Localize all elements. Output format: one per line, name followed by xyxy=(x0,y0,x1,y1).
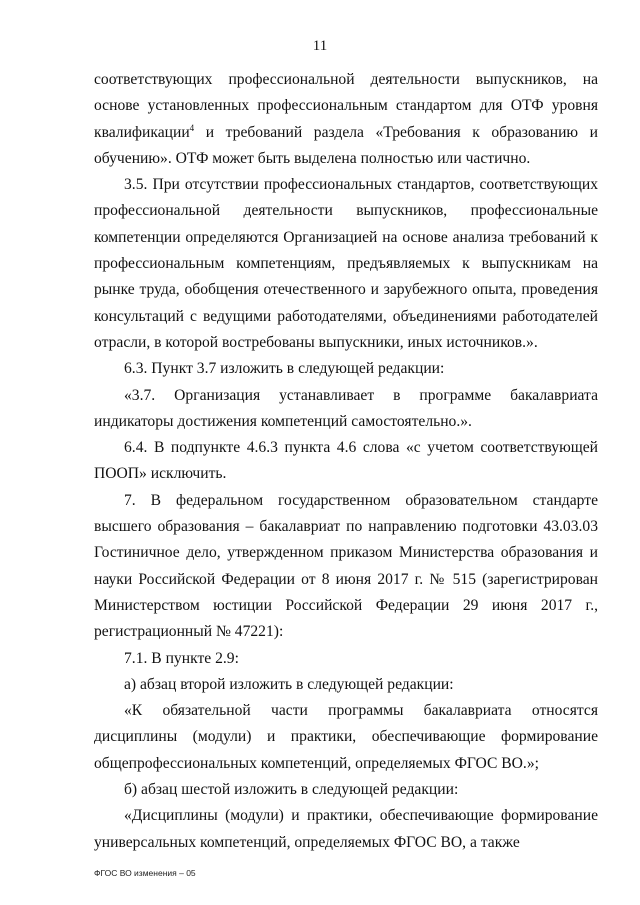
page-footer: ФГОС ВО изменения – 05 xyxy=(94,868,196,878)
paragraph-item-7: 7. В федеральном государственном образовательном стандарте высшего образования – бакалавриат по направлению подготовки 43.03.03 Гостиничное дело, утвержденном приказом Министерства образования и науки Российской Федерации от 8 июня 2017 г. № 515 (зарегистрирован Министерством юстиции Российской Федерации 29 июня 2017 г., регистрационный № 47221): xyxy=(94,491,598,641)
page-number: 11 xyxy=(312,38,328,54)
paragraph-quote-3-7: «3.7. Организация устанавливает в программе бакалавриата индикаторы достижения компетенций самостоятельно.». xyxy=(94,386,598,430)
paragraph-subitem-b: б) абзац шестой изложить в следующей редакции: xyxy=(124,781,459,799)
document-body xyxy=(94,67,598,856)
paragraph-continuation xyxy=(94,67,598,172)
paragraph-quote-mandatory-part: «К обязательной части программы бакалавриата относятся дисциплины (модули) и практики, обеспечивающие формирование общепрофессиональных компетенций, определяемых ФГОС ВО.»; xyxy=(94,702,598,772)
paragraph-text: и требований раздела «Требования к образованию и обучению». ОТФ может быть выделена полностью или частично. xyxy=(94,123,598,167)
paragraph-item-6-3: 6.3. Пункт 3.7 изложить в следующей редакции: xyxy=(124,360,445,378)
paragraph-item-7-1: 7.1. В пункте 2.9: xyxy=(124,649,239,667)
footnote-marker: 4 xyxy=(189,122,195,133)
paragraph-clause-3-5: 3.5. При отсутствии профессиональных стандартов, соответствующих профессиональной деятельности выпускников, профессиональные компетенции определяются Организацией на основе анализа требований к профессиональным компетенциям, предъявляемых к выпускникам на рынке труда, обобщения отечественного и зарубежного опыта, проведения консультаций с ведущими работодателями, объединениями работодателей отрасли, в которой востребованы выпускники, иных источников.». xyxy=(94,176,598,351)
paragraph-subitem-a: а) абзац второй изложить в следующей редакции: xyxy=(124,675,454,693)
paragraph-item-6-4: 6.4. В подпункте 4.6.3 пункта 4.6 слова «с учетом соответствующей ПООП» исключить. xyxy=(94,439,598,483)
paragraph-quote-disciplines: «Дисциплины (модули) и практики, обеспечивающие формирование универсальных компетенций, определяемых ФГОС ВО, а также xyxy=(94,807,598,851)
paragraph-text: соответствующих профессиональной деятельности выпускников, на основе установленных профессиональным стандартом для ОТФ уровня квалификации xyxy=(94,71,598,141)
